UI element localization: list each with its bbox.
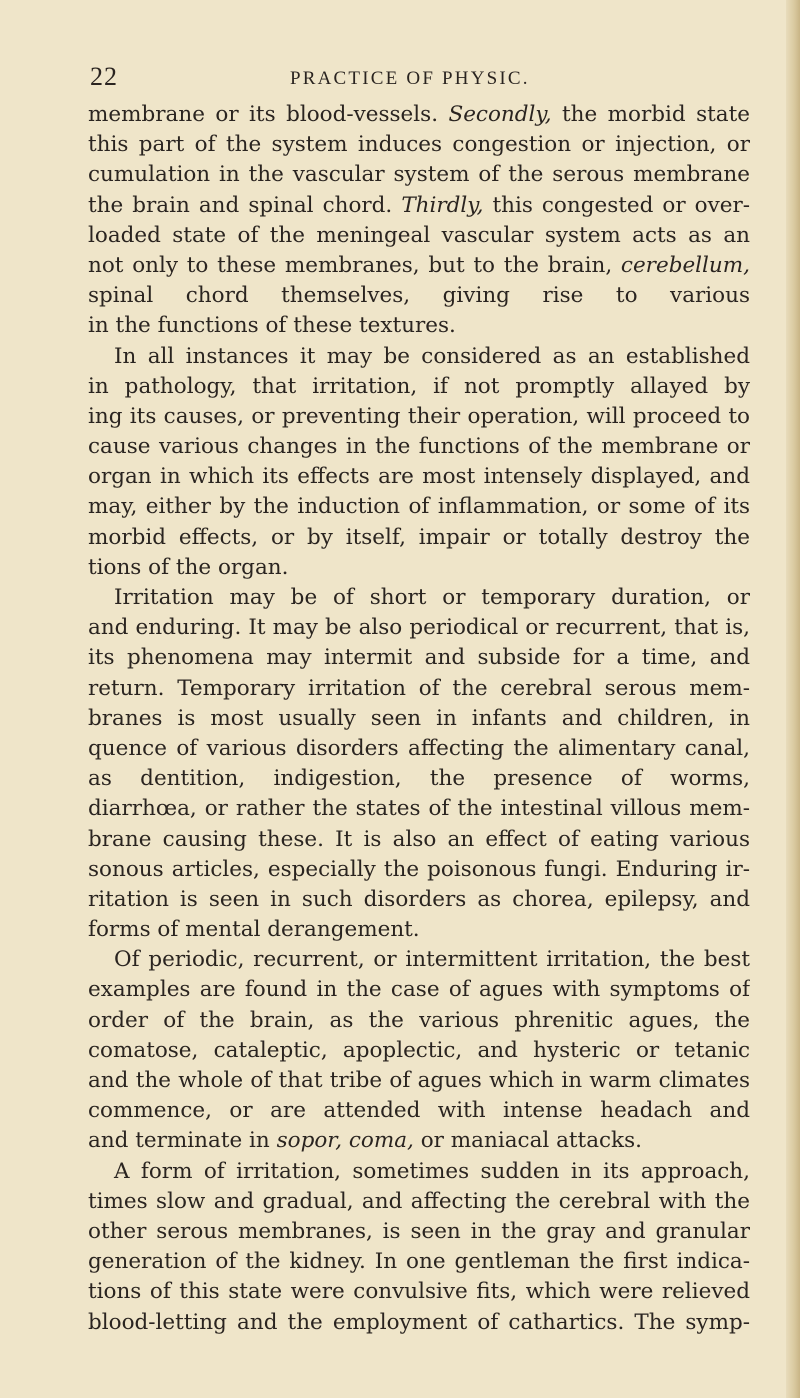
text-run: cause various changes in the functions of the membrane or	[88, 434, 750, 460]
text-line	[88, 523, 750, 553]
page-header	[90, 62, 730, 94]
text-line	[88, 1126, 750, 1156]
text-line	[88, 1247, 750, 1277]
text-run: and enduring. It may be also periodical or recurrent, that is,	[88, 615, 750, 641]
text-line	[88, 975, 750, 1005]
text-line	[88, 100, 750, 130]
text-line	[88, 855, 750, 885]
text-run: this congested or over-	[483, 192, 750, 218]
text-run: tions of the organ.	[88, 554, 289, 580]
text-line	[88, 160, 750, 190]
text-line	[88, 191, 750, 221]
text-line	[88, 342, 750, 372]
running-head: PRACTICE OF PHYSIC.	[290, 68, 530, 89]
text-run: diarrhœa, or rather the states of the intestinal villous mem-	[88, 796, 750, 822]
text-line	[88, 553, 750, 583]
text-line	[88, 704, 750, 734]
text-line	[88, 885, 750, 915]
text-line	[88, 1187, 750, 1217]
text-line	[88, 613, 750, 643]
text-run: Irritation may be of short or temporary duration, or	[114, 585, 750, 610]
text-run: In all instances it may be considered as an established	[114, 343, 750, 369]
text-line	[88, 1036, 750, 1066]
text-run: and the whole of that tribe of agues which in warm climates	[88, 1068, 750, 1093]
page-number: 22	[90, 62, 118, 91]
body-text	[88, 100, 750, 1338]
text-run: examples are found in the case of agues with symptoms of	[88, 977, 750, 1003]
text-run: return. Temporary irritation of the cerebral serous mem-	[88, 675, 750, 701]
text-line	[88, 794, 750, 824]
text-line	[88, 1308, 750, 1338]
italic-run: Secondly,	[448, 102, 552, 127]
text-line	[88, 311, 750, 341]
text-line	[88, 221, 750, 251]
text-run: comatose, cataleptic, apoplectic, and hysteric or tetanic	[88, 1037, 750, 1063]
text-line	[88, 583, 750, 613]
text-run: loaded state of the meningeal vascular system acts as an	[88, 222, 750, 248]
text-run: as dentition, indigestion, the presence of worms,	[88, 766, 750, 792]
text-run: cumulation in the vascular system of the serous membrane	[88, 162, 750, 188]
text-run: forms of mental derangement.	[88, 917, 420, 943]
text-line	[88, 1006, 750, 1036]
text-run: in pathology, that irritation, if not promptly allayed by	[88, 373, 750, 399]
text-line	[88, 402, 750, 432]
text-run: organ in which its effects are most intensely displayed, and	[88, 464, 750, 490]
text-run: branes is most usually seen in infants and children, in	[88, 705, 750, 731]
text-run: Of periodic, recurrent, or intermittent irritation, the best	[114, 947, 750, 973]
text-run: or maniacal attacks.	[413, 1128, 642, 1154]
text-line	[88, 674, 750, 704]
text-run: membrane or its blood-vessels.	[88, 102, 449, 127]
text-line	[88, 945, 750, 975]
text-run: tions of this state were convulsive fits, which were relieved	[88, 1279, 750, 1305]
text-run: generation of the kidney. In one gentleman the first indica-	[88, 1249, 750, 1275]
text-run: its phenomena may intermit and subside for a time, and	[88, 645, 750, 671]
text-run: the brain and spinal chord.	[88, 192, 402, 218]
text-run: may, either by the induction of inflammation, or some of its	[88, 494, 750, 520]
text-run: this part of the system induces congestion or injection, or	[88, 132, 750, 158]
text-run: in the functions of these textures.	[88, 313, 456, 339]
text-run: and terminate in	[88, 1128, 277, 1154]
text-line	[88, 372, 750, 402]
text-line	[88, 734, 750, 764]
text-run: morbid effects, or by itself, impair or totally destroy the	[88, 524, 750, 550]
text-run: the morbid state	[562, 102, 750, 127]
text-run: sonous articles, especially the poisonous fungi. Enduring ir-	[88, 856, 750, 882]
italic-run: sopor, coma,	[276, 1128, 414, 1154]
text-run: times slow and gradual, and affecting the cerebral with the	[88, 1188, 750, 1214]
text-run: brane causing these. It is also an effect of eating various	[88, 826, 750, 852]
text-line	[88, 915, 750, 945]
text-run: spinal chord themselves, giving rise to various	[88, 283, 750, 309]
text-line	[88, 1096, 750, 1126]
text-line	[88, 492, 750, 522]
text-run: commence, or are attended with intense headach and	[88, 1098, 750, 1124]
text-line	[88, 130, 750, 160]
text-line	[88, 1157, 750, 1187]
text-line	[88, 1277, 750, 1307]
text-run: other serous membranes, is seen in the gray and granular	[88, 1218, 750, 1244]
text-line	[88, 1066, 750, 1096]
text-line	[88, 764, 750, 794]
text-line	[88, 251, 750, 281]
text-run: quence of various disorders affecting the alimentary canal,	[88, 735, 750, 761]
text-run: ing its causes, or preventing their operation, will proceed to	[88, 403, 750, 429]
italic-run: cerebellum,	[620, 252, 750, 278]
text-line	[88, 825, 750, 855]
text-run: order of the brain, as the various phrenitic agues, the	[88, 1007, 750, 1033]
italic-run: Thirdly,	[401, 192, 484, 218]
text-line	[88, 462, 750, 492]
text-run: A form of irritation, sometimes sudden in its approach,	[114, 1158, 750, 1184]
text-run: ritation is seen in such disorders as chorea, epilepsy, and	[88, 886, 750, 912]
text-line	[88, 643, 750, 673]
text-run: not only to these membranes, but to the brain,	[88, 252, 621, 278]
text-run: blood-letting and the employment of cathartics. The symp-	[88, 1309, 750, 1335]
text-line	[88, 1217, 750, 1247]
text-line	[88, 432, 750, 462]
text-line	[88, 281, 750, 311]
page-edge-shadow	[786, 0, 800, 1398]
